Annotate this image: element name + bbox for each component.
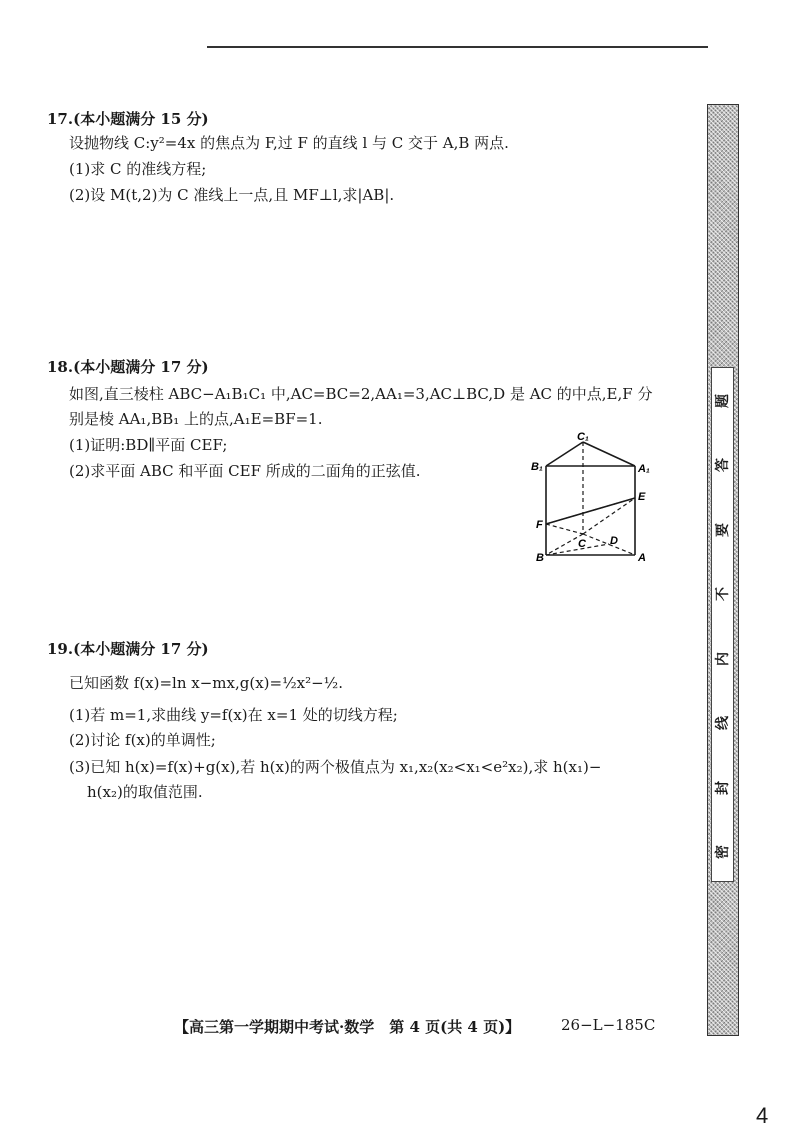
seal-char: 题: [714, 394, 731, 408]
prism-figure: [528, 428, 658, 573]
seal-char: 密: [714, 844, 731, 859]
q19-part3-line1: (3)已知 h(x)=f(x)+g(x),若 h(x)的两个极值点为 x₁,x₂(x₂<x₁<e²x₂),求 h(x₁)−: [69, 758, 602, 776]
q18-stem-line2: 别是棱 AA₁,BB₁ 上的点,A₁E=BF=1.: [69, 410, 323, 428]
q17-part2: (2)设 M(t,2)为 C 准线上一点,且 MF⊥l,求|AB|.: [69, 186, 395, 204]
label-F: F: [536, 519, 543, 531]
q19-stem: 已知函数 f(x)=ln x−mx,g(x)=½x²−½.: [69, 674, 343, 692]
top-rule: [207, 46, 708, 48]
seal-char: 内: [714, 651, 731, 666]
q17-part1: (1)求 C 的准线方程;: [69, 160, 207, 178]
label-D: D: [610, 535, 618, 547]
q19-part1: (1)若 m=1,求曲线 y=f(x)在 x=1 处的切线方程;: [69, 706, 398, 724]
label-B1: B₁: [531, 461, 543, 473]
label-E: E: [638, 491, 646, 503]
footer-title: 【高三第一学期期中考试·数学 第 4 页(共 4 页)】: [174, 1018, 521, 1036]
q19-part2: (2)讨论 f(x)的单调性;: [69, 731, 216, 749]
seal-char: 线: [714, 716, 731, 731]
label-B: B: [536, 552, 544, 564]
seal-char: 封: [714, 780, 731, 795]
q19-header: 19.(本小题满分 17 分): [47, 640, 209, 658]
label-C: C: [578, 538, 586, 550]
page-corner-number: 4: [756, 1103, 769, 1128]
q18-stem-line1: 如图,直三棱柱 ABC−A₁B₁C₁ 中,AC=BC=2,AA₁=3,AC⊥BC,D 是 AC 的中点,E,F 分: [69, 385, 653, 403]
q18-part2: (2)求平面 ABC 和平面 CEF 所成的二面角的正弦值.: [69, 462, 421, 480]
q19-part3-line2: h(x₂)的取值范围.: [87, 783, 203, 801]
q17-header: 17.(本小题满分 15 分): [47, 110, 209, 128]
label-C1: C₁: [577, 431, 589, 443]
seal-char: 要: [714, 522, 731, 537]
seal-strip-label-box: [711, 367, 734, 882]
seal-strip: [707, 104, 739, 1036]
seal-char: 答: [714, 458, 731, 473]
label-A: A: [638, 552, 646, 564]
q17-stem: 设抛物线 C:y²=4x 的焦点为 F,过 F 的直线 l 与 C 交于 A,B 两点.: [69, 134, 509, 152]
seal-char: 不: [714, 587, 731, 602]
footer-code: 26−L−185C: [561, 1016, 656, 1034]
q18-header: 18.(本小题满分 17 分): [47, 358, 209, 376]
q18-part1: (1)证明:BD∥平面 CEF;: [69, 436, 228, 454]
label-A1: A₁: [638, 463, 650, 475]
